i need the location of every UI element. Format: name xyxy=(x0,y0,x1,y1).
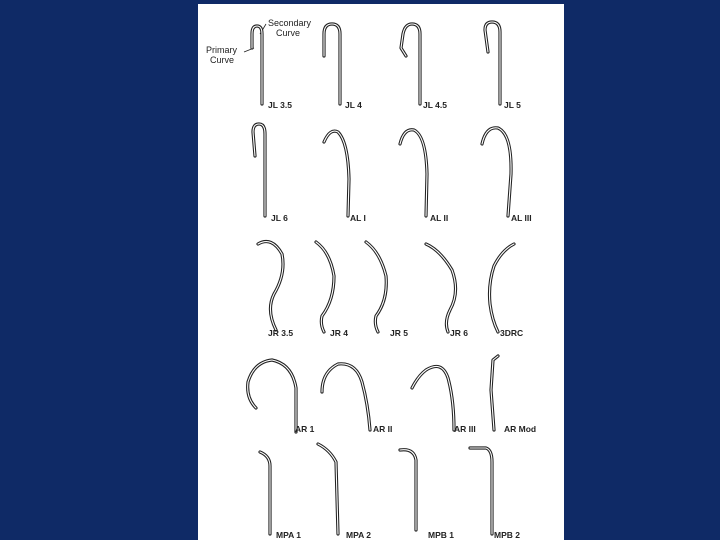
label-ar-3: AR III xyxy=(454,424,476,434)
catheter-3drc xyxy=(490,244,524,338)
label-mpb-1: MPB 1 xyxy=(428,530,454,540)
catheter-jr-3-5 xyxy=(258,242,293,338)
label-ar-2: AR II xyxy=(373,424,393,434)
annotation-primary-curve xyxy=(206,45,254,65)
catheter-al-3 xyxy=(482,128,532,223)
label-jr-3-5: JR 3.5 xyxy=(268,328,294,338)
catheter-jr-6 xyxy=(426,244,468,338)
catheter-jl-3-5 xyxy=(252,26,292,110)
catheter-jl-6 xyxy=(253,124,288,223)
catheter-mpa-2 xyxy=(318,444,371,540)
svg-text:Curve: Curve xyxy=(210,55,235,65)
catheter-jl-5 xyxy=(485,22,521,110)
svg-text:Primary: Primary xyxy=(206,45,237,55)
catheter-mpb-1 xyxy=(400,450,454,540)
label-ar-mod: AR Mod xyxy=(504,424,537,434)
label-jr-4: JR 4 xyxy=(330,328,348,338)
catheter-jl-4 xyxy=(324,24,362,110)
catheter-al-1 xyxy=(324,131,366,223)
catheter-ar-2 xyxy=(322,364,392,434)
catheter-jl-4-5 xyxy=(401,24,447,110)
catheter-mpb-2 xyxy=(470,448,520,540)
label-jl-3-5: JL 3.5 xyxy=(268,100,292,110)
label-al-3: AL III xyxy=(511,213,532,223)
catheter-chart-panel xyxy=(198,4,564,540)
label-jl-4: JL 4 xyxy=(345,100,362,110)
catheter-ar-mod xyxy=(491,356,536,434)
svg-text:Secondary: Secondary xyxy=(268,18,312,28)
catheter-mpa-1 xyxy=(260,452,301,540)
label-jl-5: JL 5 xyxy=(504,100,521,110)
catheter-chart xyxy=(198,4,564,540)
annotation-secondary-curve xyxy=(260,18,312,38)
label-mpb-2: MPB 2 xyxy=(494,530,520,540)
svg-text:Curve: Curve xyxy=(276,28,301,38)
label-jl-6: JL 6 xyxy=(271,213,288,223)
catheter-jr-4 xyxy=(316,242,348,338)
label-al-1: AL I xyxy=(350,213,366,223)
catheter-ar-3 xyxy=(412,366,476,434)
catheter-jr-5 xyxy=(366,242,408,338)
label-jl-4-5: JL 4.5 xyxy=(423,100,447,110)
catheter-ar-1 xyxy=(248,360,315,434)
label-jr-5: JR 5 xyxy=(390,328,408,338)
label-mpa-1: MPA 1 xyxy=(276,530,302,540)
label-al-2: AL II xyxy=(430,213,449,223)
label-mpa-2: MPA 2 xyxy=(346,530,372,540)
label-3drc: 3DRC xyxy=(500,328,524,338)
label-ar-1: AR 1 xyxy=(295,424,315,434)
label-jr-6: JR 6 xyxy=(450,328,468,338)
catheter-al-2 xyxy=(400,130,448,223)
